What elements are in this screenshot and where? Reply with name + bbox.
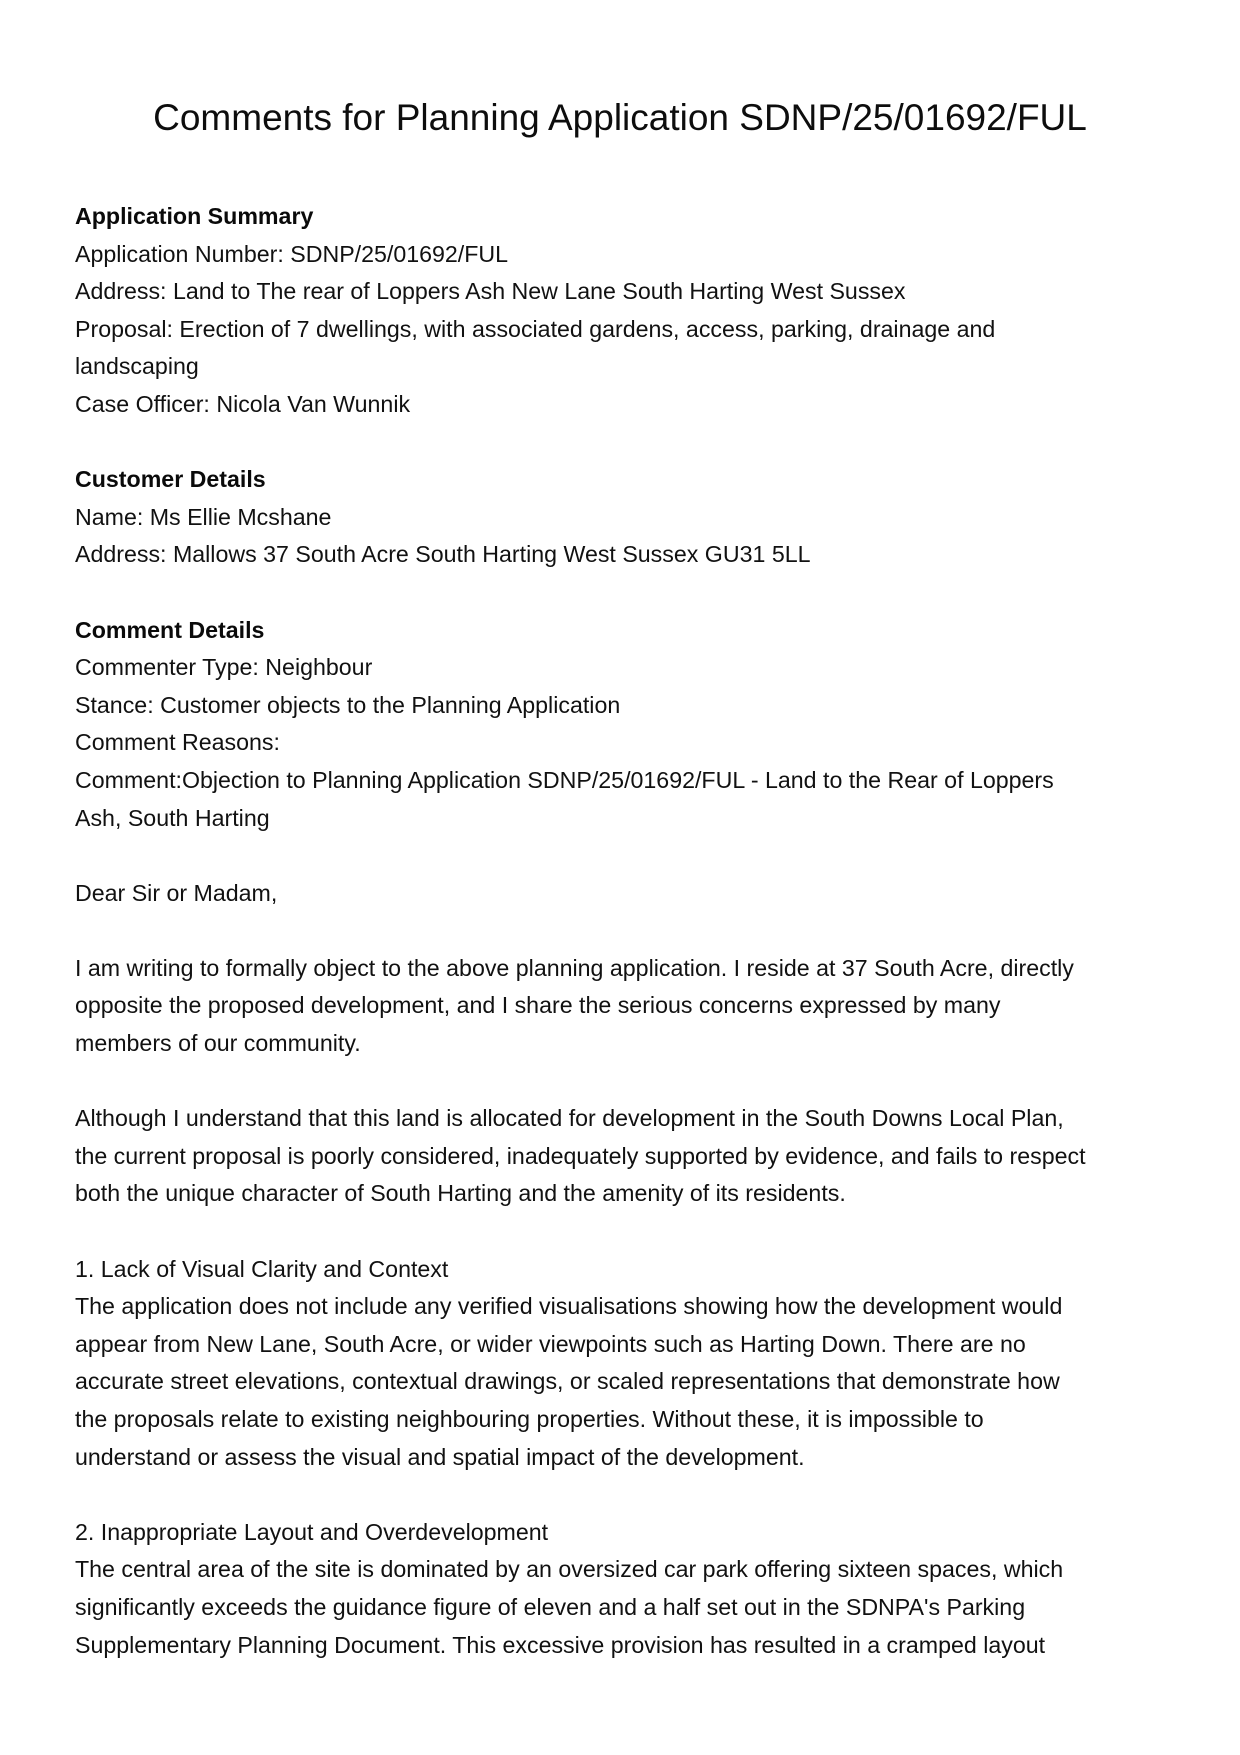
application-address: Address: Land to The rear of Loppers Ash New Lane South Harting West Sussex bbox=[75, 278, 906, 305]
customer-details-heading: Customer Details bbox=[75, 466, 266, 493]
comment-details-section bbox=[75, 612, 1175, 838]
page-title: Comments for Planning Application SDNP/25/01692/FUL bbox=[153, 97, 1087, 138]
commenter-type: Commenter Type: Neighbour bbox=[75, 654, 373, 681]
letter-paragraph-2 bbox=[75, 1100, 1175, 1213]
application-proposal-line: landscaping bbox=[75, 353, 199, 380]
customer-address: Address: Mallows 37 South Acre South Harting West Sussex GU31 5LL bbox=[75, 541, 811, 568]
document-body bbox=[75, 198, 1175, 1664]
paragraph-line: the current proposal is poorly considered, inadequately supported by evidence, and fails to respect bbox=[75, 1142, 1086, 1169]
paragraph-line: opposite the proposed development, and I share the serious concerns expressed by many bbox=[75, 992, 1001, 1019]
application-summary-section bbox=[75, 198, 1175, 424]
letter-section-1 bbox=[75, 1251, 1175, 1477]
application-number: Application Number: SDNP/25/01692/FUL bbox=[75, 240, 509, 267]
comment-stance: Stance: Customer objects to the Planning Application bbox=[75, 691, 621, 718]
spacer bbox=[75, 912, 1175, 950]
comment-details-heading: Comment Details bbox=[75, 616, 265, 643]
letter-section-2 bbox=[75, 1514, 1175, 1664]
spacer bbox=[75, 1063, 1175, 1101]
paragraph-line: the proposals relate to existing neighbouring properties. Without these, it is impossible to bbox=[75, 1406, 984, 1432]
application-case-officer: Case Officer: Nicola Van Wunnik bbox=[75, 390, 411, 417]
letter-salutation: Dear Sir or Madam, bbox=[75, 879, 278, 906]
paragraph-line: Although I understand that this land is allocated for development in the South Downs Local Plan, bbox=[75, 1105, 1064, 1132]
paragraph-line: appear from New Lane, South Acre, or wider viewpoints such as Harting Down. There are no bbox=[75, 1330, 1026, 1357]
customer-details-section bbox=[75, 461, 1175, 574]
section-heading: 1. Lack of Visual Clarity and Context bbox=[75, 1255, 449, 1282]
customer-name: Name: Ms Ellie Mcshane bbox=[75, 503, 332, 530]
paragraph-line: I am writing to formally object to the above planning application. I reside at 37 South Acre, directly bbox=[75, 954, 1074, 981]
comment-text-line: Comment:Objection to Planning Application SDNP/25/01692/FUL - Land to the Rear of Loppers bbox=[75, 766, 1054, 793]
spacer bbox=[75, 1476, 1175, 1514]
application-summary-heading: Application Summary bbox=[75, 203, 314, 229]
paragraph-line: The application does not include any verified visualisations showing how the development would bbox=[75, 1293, 1063, 1320]
spacer bbox=[75, 837, 1175, 875]
section-heading: 2. Inappropriate Layout and Overdevelopment bbox=[75, 1518, 549, 1545]
spacer bbox=[75, 1213, 1175, 1251]
paragraph-line: The central area of the site is dominated by an oversized car park offering sixteen spaces, which bbox=[75, 1556, 1064, 1583]
paragraph-line: both the unique character of South Harting and the amenity of its residents. bbox=[75, 1180, 846, 1207]
paragraph-line: Supplementary Planning Document. This excessive provision has resulted in a cramped layout bbox=[75, 1631, 1046, 1658]
spacer bbox=[75, 424, 1175, 462]
spacer bbox=[75, 574, 1175, 612]
comment-text-line: Ash, South Harting bbox=[75, 804, 270, 831]
application-proposal-line: Proposal: Erection of 7 dwellings, with associated gardens, access, parking, drainage and bbox=[75, 315, 996, 342]
letter-paragraph-1 bbox=[75, 950, 1175, 1063]
paragraph-line: members of our community. bbox=[75, 1030, 361, 1057]
paragraph-line: significantly exceeds the guidance figure of eleven and a half set out in the SDNPA's Parking bbox=[75, 1593, 1026, 1620]
paragraph-line: accurate street elevations, contextual drawings, or scaled representations that demonstrate how bbox=[75, 1368, 1060, 1395]
paragraph-line: understand or assess the visual and spatial impact of the development. bbox=[75, 1443, 805, 1470]
comment-reasons: Comment Reasons: bbox=[75, 729, 280, 756]
